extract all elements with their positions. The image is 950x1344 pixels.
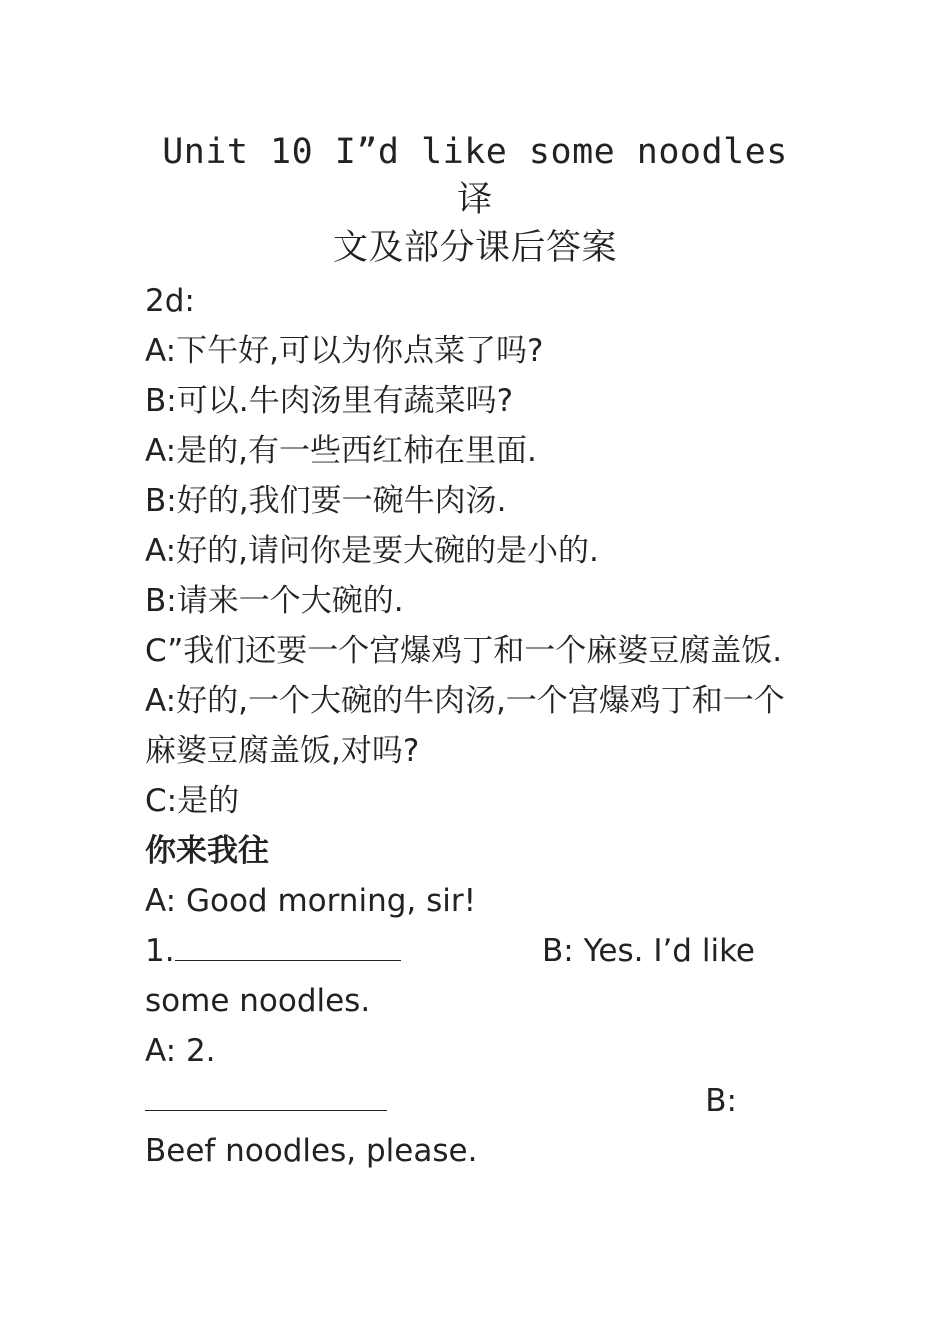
dialogue-line: B:可以.牛肉汤里有蔬菜吗?	[145, 383, 514, 419]
answer-blank-1[interactable]	[175, 926, 401, 961]
dialogue-line: C:是的	[145, 783, 240, 819]
section-label: 2d:	[145, 283, 195, 319]
exercise-row-2	[145, 1076, 737, 1126]
dialogue-line: C”我们还要一个宫爆鸡丁和一个麻婆豆腐盖饭.	[145, 633, 783, 669]
title-line-2: 文及部分课后答案	[332, 228, 617, 268]
dialogue-line: A:是的,有一些西红柿在里面.	[145, 433, 537, 469]
exercise-line-a1: A: Good morning, sir!	[145, 883, 477, 919]
dialogue-line: A:下午好,可以为你点菜了吗?	[145, 333, 544, 369]
document-title	[140, 128, 810, 272]
document-body	[145, 276, 825, 1176]
exercise-b1-start: B: Yes. I’d like	[542, 933, 755, 969]
title-line-1: Unit 10 I”d like some noodles 译	[162, 132, 788, 220]
exercise-b2-start: B:	[705, 1083, 737, 1119]
answer-blank-2[interactable]	[145, 1076, 387, 1111]
exercise-a2-label: A: 2.	[145, 1033, 216, 1069]
exercise-row-1	[145, 926, 755, 976]
blank-1-group	[145, 926, 401, 976]
dialogue-line: B:请来一个大碗的.	[145, 583, 404, 619]
dialogue-line: B:好的,我们要一碗牛肉汤.	[145, 483, 507, 519]
exercise-heading: 你来我往	[145, 833, 269, 869]
exercise-b1-cont: some noodles.	[145, 983, 371, 1019]
exercise-b2-cont: Beef noodles, please.	[145, 1133, 478, 1169]
blank-1-number: 1.	[145, 933, 175, 969]
dialogue-line: 麻婆豆腐盖饭,对吗?	[145, 733, 420, 769]
dialogue-line: A:好的,请问你是要大碗的是小的.	[145, 533, 599, 569]
dialogue-line: A:好的,一个大碗的牛肉汤,一个宫爆鸡丁和一个	[145, 683, 785, 719]
